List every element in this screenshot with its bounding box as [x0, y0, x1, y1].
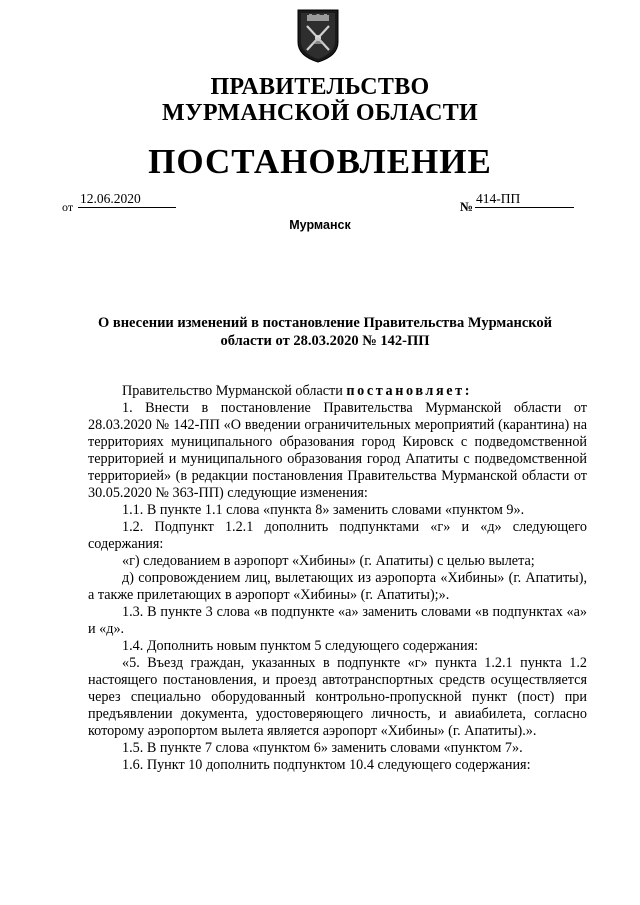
paragraph-1-4-text: «5. Въезд граждан, указанных в подпункте «г» пункта 1.2.1 пункта 1.2 настоящего постановления, и проезд автотранспортных средств осуществляется через специально оборудованный контрольно-пропускной пункт (пост) при предъявлении документа, удостоверяющего личность, и авиабилета, согласно которому аэропортом вылета является аэропорт «Хибины» (г. Апатиты).».: [88, 655, 587, 739]
paragraph-1-2-d: д) сопровождением лиц, вылетающих из аэропорта «Хибины» (г. Апатиты), а также прилетающих в аэропорт «Хибины» (г. Апатиты);».: [88, 570, 587, 603]
city-name: Мурманск: [289, 218, 351, 232]
government-title-line1: ПРАВИТЕЛЬСТВО: [210, 74, 430, 100]
subject-line1: О внесении изменений в постановление Правительства Мурманской: [97, 315, 553, 331]
paragraph-1-3: 1.3. В пункте 3 слова «в подпункте «а» заменить словами «в подпунктах «а» и «д».: [88, 604, 587, 637]
document-subject: [90, 314, 560, 350]
paragraph-1-1: 1.1. В пункте 1.1 слова «пункта 8» заменить словами «пунктом 9».: [122, 502, 525, 518]
government-title-line2: МУРМАНСКОЙ ОБЛАСТИ: [162, 100, 478, 126]
document-body: [88, 383, 587, 774]
number-value: 414-ПП: [475, 190, 574, 208]
paragraph-1-4: 1.4. Дополнить новым пунктом 5 следующего содержания:: [122, 638, 479, 654]
number-prefix: №: [460, 199, 474, 214]
paragraph-1-6: 1.6. Пункт 10 дополнить подпунктом 10.4 следующего содержания:: [122, 757, 531, 773]
date-prefix: от: [62, 200, 74, 214]
subject-line2: области от 28.03.2020 № 142-ПП: [220, 333, 430, 349]
paragraph-1-2-g: «г) следованием в аэропорт «Хибины» (г. Апатиты) с целью вылета;: [122, 553, 535, 569]
murmansk-coat-of-arms-icon: [295, 8, 341, 64]
intro-paragraph: [88, 383, 587, 400]
paragraph-1-2: 1.2. Подпункт 1.2.1 дополнить подпунктами «г» и «д» следующего содержания:: [88, 519, 587, 552]
intro-text: Правительство Мурманской области: [122, 383, 347, 399]
document-type: ПОСТАНОВЛЕНИЕ: [148, 142, 492, 181]
paragraph-1: 1. Внести в постановление Правительства Мурманской области от 28.03.2020 № 142-ПП «О введении ограничительных мероприятий (карантина) на территориях муниципального образования город Кировск с подведомственной территорией и муниципального образования город Апатиты с подведомственной территорией» (в редакции постановления Правительства Мурманской области от 30.05.2020 № 363-ПП) следующие изменения:: [88, 400, 587, 501]
paragraph-1-5: 1.5. В пункте 7 слова «пунктом 6» заменить словами «пунктом 7».: [122, 740, 523, 756]
date-value: 12.06.2020: [78, 190, 176, 208]
resolves-word: постановляет:: [346, 383, 473, 399]
